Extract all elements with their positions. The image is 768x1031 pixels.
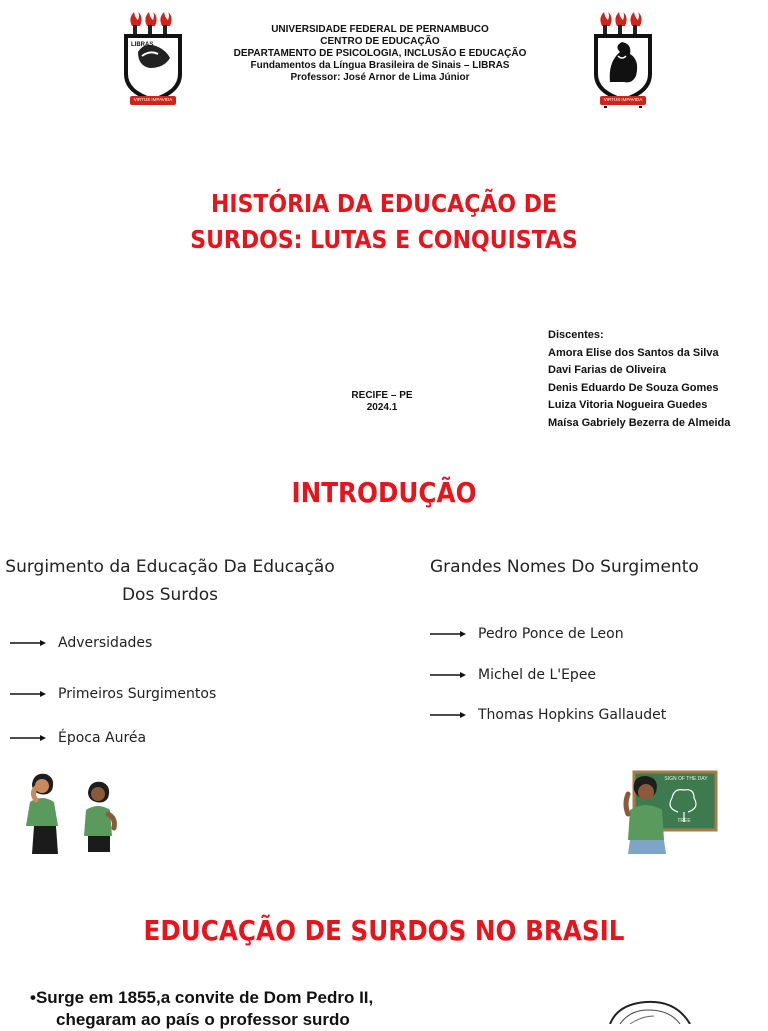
intro-left-item-label: Primeiros Surgimentos	[58, 686, 217, 702]
brasil-paragraph	[30, 987, 373, 1031]
arrow-right-icon	[430, 710, 466, 720]
arrow-right-icon	[10, 638, 46, 648]
student-name: Denis Eduardo De Souza Gomes	[548, 381, 719, 394]
arrow-right-icon	[10, 733, 46, 743]
brasil-title: EDUCAÇÃO DE SURDOS NO BRASIL	[143, 914, 625, 947]
students-list	[548, 327, 730, 433]
place-and-term	[330, 390, 434, 414]
intro-left-item-label: Época Auréa	[58, 730, 147, 746]
student-name: Luiza Vitoria Nogueira Guedes	[548, 399, 708, 412]
place-term: 2024.1	[366, 402, 398, 413]
intro-right-item	[430, 626, 624, 642]
intro-right-heading: Grandes Nomes Do Surgimento	[430, 557, 699, 577]
students-label: Discentes:	[548, 329, 604, 341]
teacher-chalkboard-illustration	[620, 770, 720, 864]
student-name: Amora Elise dos Santos da Silva	[548, 346, 719, 359]
intro-left-item	[10, 730, 146, 746]
arrow-right-icon	[430, 629, 466, 639]
header-line-course: Fundamentos da Língua Brasileira de Sinais – LIBRAS	[250, 60, 510, 71]
header-line-department: DEPARTAMENTO DE PSICOLOGIA, INCLUSÃO E EDUCAÇÃO	[233, 48, 527, 59]
right-university-logo	[588, 12, 658, 112]
header-line-center: CENTRO DE EDUCAÇÃO	[320, 36, 440, 47]
intro-left-item-label: Adversidades	[58, 635, 153, 651]
intro-right-item-label: Pedro Ponce de Leon	[478, 626, 624, 642]
people-signing-illustration	[22, 770, 122, 864]
header-line-university: UNIVERSIDADE FEDERAL DE PERNAMBUCO	[271, 24, 489, 35]
right-logo-banner: VIRTUS IMPAVIDA	[603, 97, 643, 102]
presentation-title	[116, 186, 651, 258]
header-line-professor: Professor: José Arnor de Lima Júnior	[290, 72, 470, 83]
student-name: Maísa Gabriely Bezerra de Almeida	[548, 416, 731, 429]
intro-left-heading-line-2: Dos Surdos	[121, 585, 219, 605]
intro-left-heading-line-1: Surgimento da Educação Da Educação	[5, 557, 335, 577]
title-line-2: SURDOS: LUTAS E CONQUISTAS	[190, 225, 578, 254]
arrow-right-icon	[10, 689, 46, 699]
intro-right-item-label: Thomas Hopkins Gallaudet	[478, 707, 667, 723]
chalkboard-top-text: SIGN OF THE DAY	[664, 776, 708, 782]
arrow-right-icon	[430, 670, 466, 680]
place-city: RECIFE – PE	[351, 390, 413, 401]
university-header	[200, 24, 560, 84]
left-logo-badge: LIBRAS	[131, 42, 154, 48]
brasil-line-2: chegaram ao país o professor surdo	[56, 1010, 350, 1029]
intro-left-item	[10, 686, 216, 702]
student-name: Davi Farias de Oliveira	[548, 364, 667, 377]
intro-right-item	[430, 667, 596, 683]
intro-right-item	[430, 707, 666, 723]
chalkboard-bottom-text: TREE	[677, 818, 691, 824]
intro-left-heading	[0, 553, 340, 609]
left-university-logo	[118, 12, 188, 112]
title-line-1: HISTÓRIA DA EDUCAÇÃO DE	[210, 189, 558, 218]
intro-left-item	[10, 635, 152, 651]
intro-title: INTRODUÇÃO	[291, 476, 477, 509]
left-logo-banner: VIRTUS IMPAVIDA	[133, 97, 173, 102]
intro-right-item-label: Michel de L'Epee	[478, 667, 597, 683]
brasil-line-1: •Surge em 1855,a convite de Dom Pedro II,	[30, 988, 374, 1007]
